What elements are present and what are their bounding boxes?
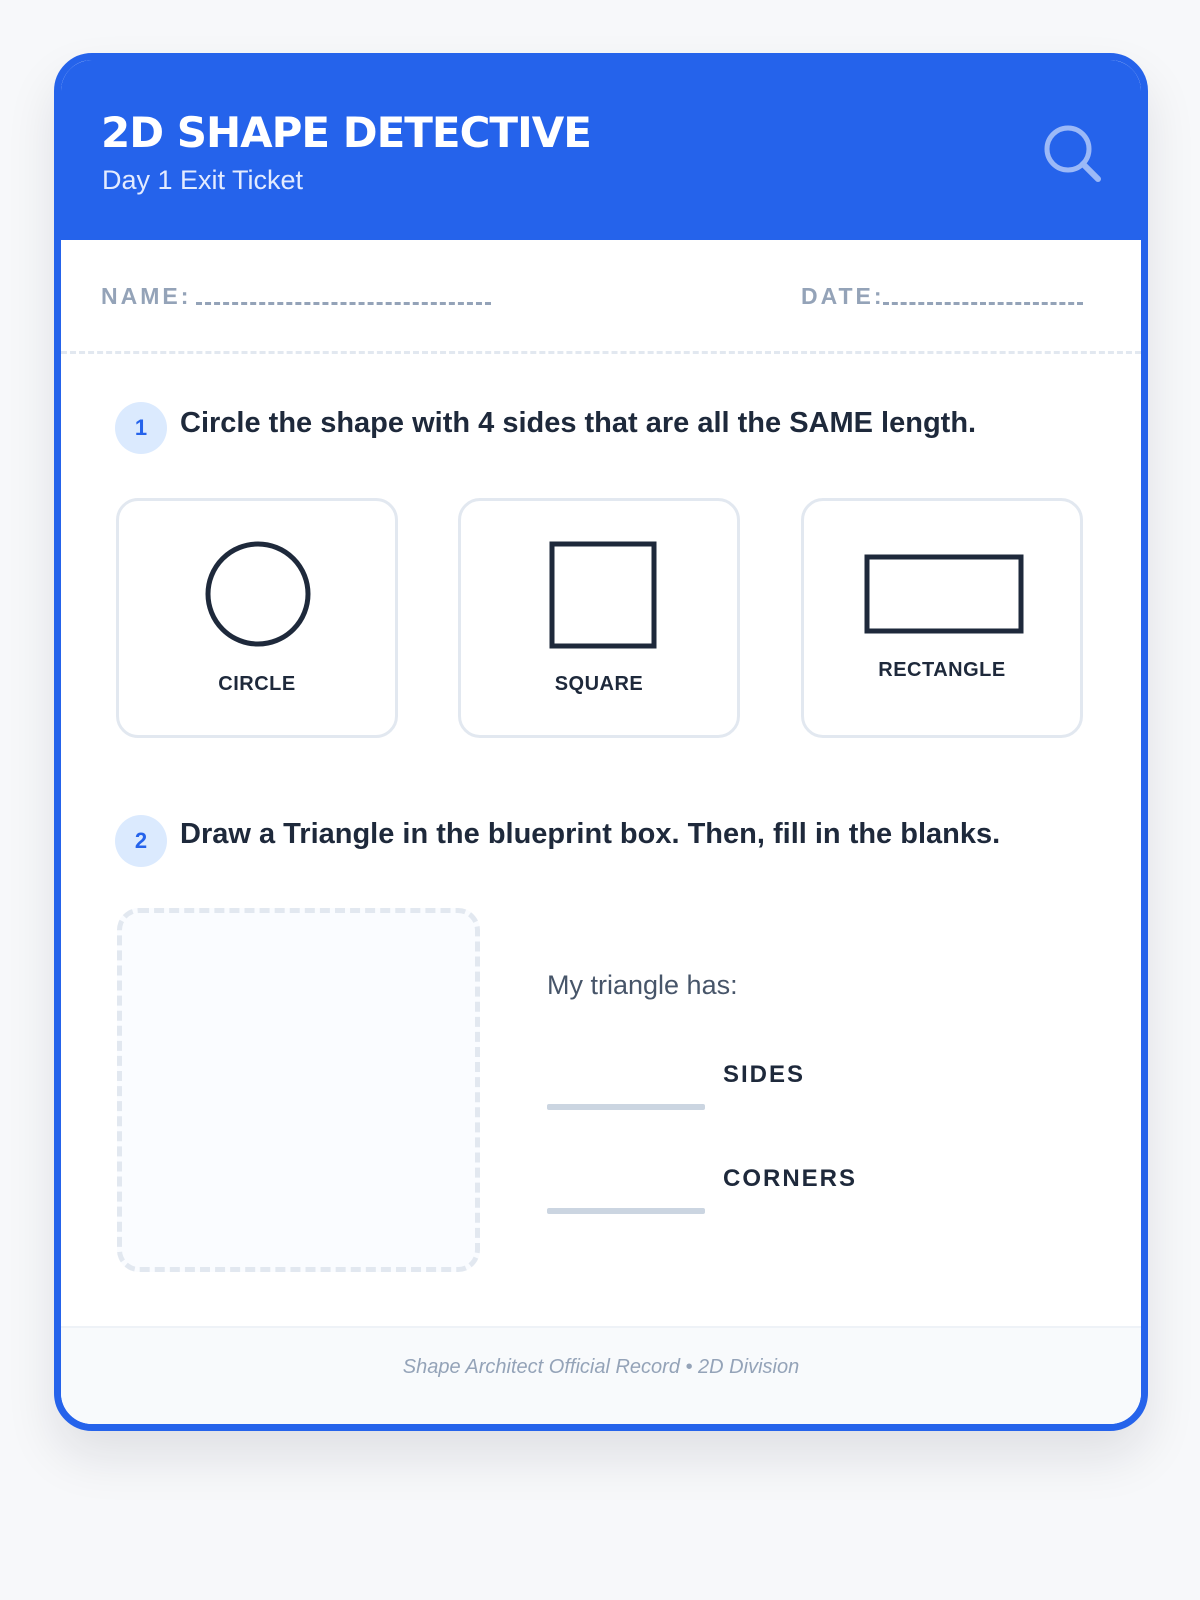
question-1-text: Circle the shape with 4 sides that are all the SAME length. <box>180 407 977 439</box>
question-2-text-start: Draw a <box>180 818 284 850</box>
search-icon <box>1041 122 1105 186</box>
question-2-keyword: Triangle <box>283 818 395 850</box>
header <box>61 60 1141 240</box>
question-2-badge: 2 <box>115 815 167 867</box>
choice-label-rectangle: RECTANGLE <box>878 659 1006 681</box>
date-label: DATE: <box>801 283 885 309</box>
page-title: 2D SHAPE DETECTIVE <box>101 108 591 157</box>
name-label: NAME: <box>101 283 192 309</box>
choice-square[interactable] <box>458 498 740 738</box>
triangle-lead-text: My triangle has: <box>547 970 738 1000</box>
blueprint-drawing-box[interactable] <box>117 908 480 1272</box>
name-field[interactable] <box>196 302 491 305</box>
footer-text: Shape Architect Official Record • 2D Division <box>402 1356 800 1378</box>
choice-circle[interactable] <box>116 498 398 738</box>
exit-ticket-card <box>54 53 1148 1431</box>
rectangle-icon <box>804 501 1086 741</box>
footer <box>61 1326 1141 1431</box>
question-2-text-end: in the blueprint box. Then, fill in the blanks. <box>394 818 1001 850</box>
corners-label: CORNERS <box>723 1165 858 1192</box>
circle-icon <box>119 501 401 741</box>
choice-label-square: SQUARE <box>554 673 644 695</box>
sides-blank[interactable] <box>547 1104 705 1110</box>
corners-blank[interactable] <box>547 1208 705 1214</box>
question-2-text <box>180 818 1000 851</box>
page-subtitle: Day 1 Exit Ticket <box>102 165 304 195</box>
choice-label-circle: CIRCLE <box>218 673 296 695</box>
choice-rectangle[interactable] <box>801 498 1083 738</box>
sides-label: SIDES <box>723 1061 806 1088</box>
student-info-row <box>61 240 1141 354</box>
date-field[interactable] <box>883 302 1083 305</box>
question-1-badge: 1 <box>115 402 167 454</box>
square-icon <box>461 501 743 741</box>
